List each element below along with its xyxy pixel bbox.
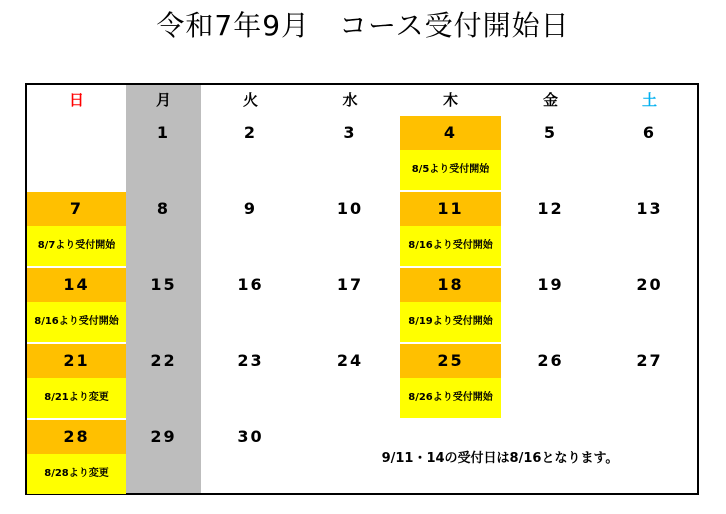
calendar-day-16: 16: [237, 275, 264, 294]
weekday-header-thu: 木: [442, 91, 458, 109]
day-note-14: 8/16より受付開始: [27, 302, 126, 342]
calendar-day-10: 10: [336, 199, 364, 218]
weekday-header-wed: 水: [342, 91, 358, 109]
calendar-day-11: 11: [400, 192, 501, 226]
day-note-28: 8/28より変更: [27, 454, 126, 494]
calendar-day-20: 20: [636, 275, 663, 294]
calendar-day-14: 14: [27, 268, 126, 302]
day-note-21: 8/21より変更: [27, 378, 126, 418]
calendar-day-22: 22: [150, 351, 177, 370]
calendar-day-7: 7: [27, 192, 126, 226]
weekday-header-mon: 月: [155, 91, 171, 109]
calendar-day-6: 6: [642, 123, 657, 142]
day-note-4: 8/5より受付開始: [400, 150, 501, 190]
calendar-day-2: 2: [243, 123, 258, 142]
calendar-day-9: 9: [243, 199, 258, 218]
day-note-18: 8/19より受付開始: [400, 302, 501, 342]
calendar-day-26: 26: [537, 351, 564, 370]
calendar-day-28: 28: [27, 420, 126, 454]
calendar-day-15: 15: [150, 275, 177, 294]
calendar-day-29: 29: [150, 427, 177, 446]
calendar-day-8: 8: [156, 199, 171, 218]
weekday-header-sat: 土: [641, 91, 657, 109]
calendar-day-1: 1: [156, 123, 171, 142]
weekday-header-tue: 火: [242, 91, 258, 109]
calendar-day-24: 24: [336, 351, 364, 370]
calendar-day-13: 13: [636, 199, 663, 218]
weekday-header-sun: 日: [68, 91, 84, 109]
day-note-25: 8/26より受付開始: [400, 378, 501, 418]
calendar-day-3: 3: [343, 123, 357, 142]
calendar-day-5: 5: [543, 123, 558, 142]
calendar-day-27: 27: [636, 351, 663, 370]
calendar-day-25: 25: [400, 344, 501, 378]
footnote: 9/11・14の受付日は8/16となります。: [381, 451, 619, 466]
day-note-11: 8/16より受付開始: [400, 226, 501, 266]
weekday-header-fri: 金: [542, 91, 558, 109]
calendar-day-17: 17: [336, 275, 364, 294]
calendar-day-21: 21: [27, 344, 126, 378]
calendar-day-4: 4: [400, 116, 501, 150]
day-note-7: 8/7より受付開始: [27, 226, 126, 266]
calendar-day-30: 30: [237, 427, 264, 446]
calendar-day-19: 19: [537, 275, 564, 294]
calendar-day-23: 23: [237, 351, 264, 370]
calendar-day-18: 18: [400, 268, 501, 302]
page-title: 令和7年9月 コース受付開始日: [156, 9, 570, 42]
calendar-day-12: 12: [537, 199, 564, 218]
